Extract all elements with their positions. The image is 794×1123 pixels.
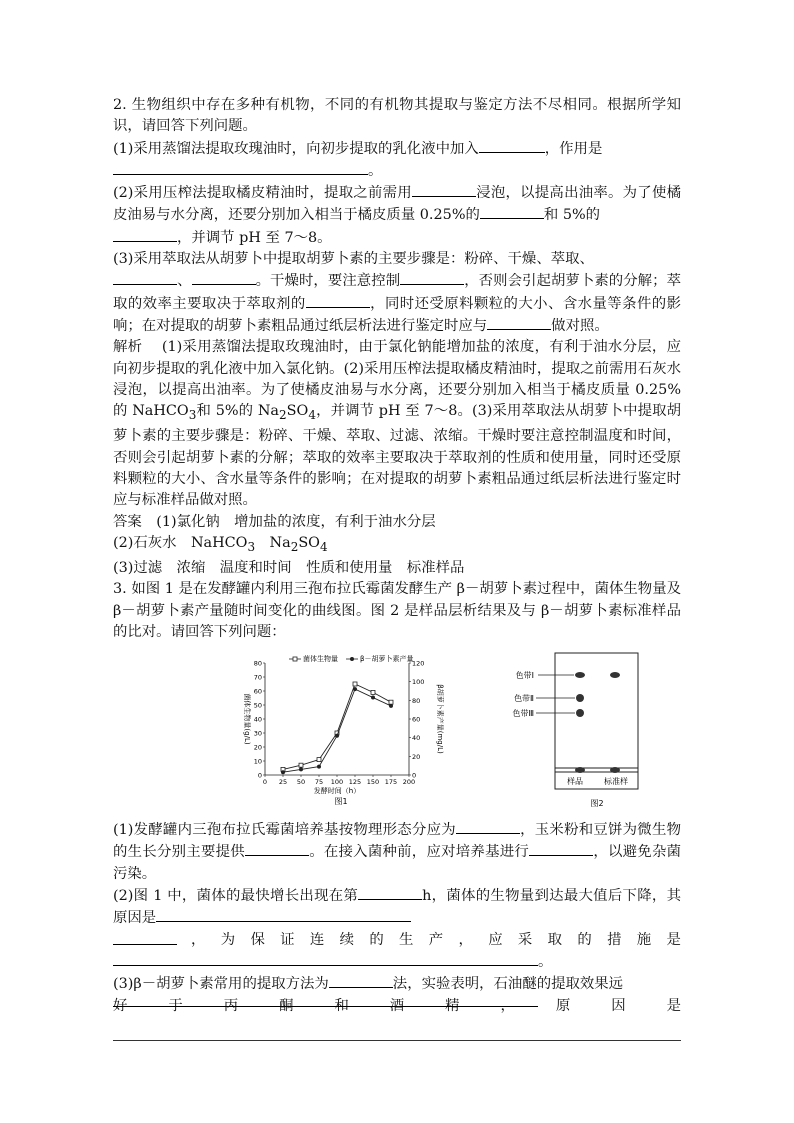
data-point-carotene: [299, 768, 303, 772]
band-2-label: 色带Ⅱ: [514, 694, 534, 704]
text: ，以避免杂菌污染。: [113, 844, 681, 882]
answer-blank[interactable]: [245, 841, 309, 856]
text: SO: [286, 403, 309, 420]
answer-line[interactable]: [113, 1006, 538, 1007]
band-3-label: 色带Ⅲ: [512, 709, 534, 719]
text: 做对照。: [551, 317, 609, 334]
spread-char: 的: [369, 931, 384, 948]
x-tick-label: 75: [314, 778, 324, 787]
legend-marker-carotene: [350, 657, 354, 661]
text: 和 5%的 Na: [196, 403, 280, 420]
spread-char: 取: [547, 931, 563, 948]
text: ，玉米粉和豆饼为微生物的生长分别主要提供: [113, 822, 681, 861]
y-tick-label-right: 40: [412, 734, 421, 743]
spread-char: 采: [517, 931, 533, 948]
q3-part1: [113, 819, 681, 885]
document-page: [113, 95, 681, 1017]
q2-intro: 2. 生物组织中存在多种有机物，不同的有机物其提取与鉴定方法不尽相同。根据所学知识，请回答下列问题。: [113, 97, 681, 135]
lane-standard-label: 标准样: [604, 777, 628, 787]
answer-blank[interactable]: [400, 270, 464, 285]
text: (2)采用压榨法提取橘皮精油时，提取之前需用: [113, 185, 412, 202]
q2-part3: [113, 249, 681, 337]
answer-blank[interactable]: [156, 907, 411, 922]
answer-blank[interactable]: [479, 138, 545, 153]
text: ，作用是: [544, 140, 603, 157]
text: SO: [298, 534, 320, 551]
text: h，菌体的生物量到达最大值后下降，其原因是: [113, 888, 681, 927]
text: 。: [368, 162, 383, 179]
x-tick-label: 175: [384, 778, 398, 787]
text: Na: [255, 534, 291, 551]
lane-sample-label: 样品: [567, 777, 583, 787]
q3-intro: 3. 如图 1 是在发酵罐内利用三孢布拉氏霉菌发酵生产 β－胡萝卜素过程中，菌体生物量及 β－胡萝卜素产量随时间变化的曲线图。图 2 是样品层析结果及与 β－胡萝卜素标准样品的比对。请回答下列问题：: [113, 581, 681, 640]
answer-blank[interactable]: [113, 160, 368, 175]
y-tick-label-left: 10: [253, 757, 262, 766]
y-tick-label-right: 120: [412, 659, 425, 668]
y-tick-label-right: 80: [412, 697, 421, 706]
spread-char: ，: [458, 931, 473, 948]
text: 、: [177, 273, 192, 290]
text: (3)采用萃取法从胡萝卜中提取胡萝卜素的主要步骤是：粉碎、干燥、萃取、: [113, 251, 594, 268]
x-tick-label: 50: [296, 778, 306, 787]
subscript: 2: [279, 408, 287, 423]
sample-band-1: [575, 672, 585, 678]
subscript: 2: [290, 539, 299, 554]
spread-char: 连: [309, 931, 325, 948]
figure-1-chart: [233, 649, 448, 807]
sample-band-3: [576, 709, 584, 717]
spread-char: 酒: [389, 997, 405, 1014]
answer-blank[interactable]: [192, 270, 256, 285]
spread-char: 生: [399, 931, 414, 948]
spread-text: [191, 930, 681, 951]
spread-char: 精: [445, 997, 460, 1014]
subscript: 3: [247, 539, 256, 554]
text: (3)β－胡萝卜素常用的提取方法为: [113, 976, 329, 993]
figure-2-chromatogram: [478, 651, 653, 809]
paper-strip: [555, 653, 638, 789]
answer-blank[interactable]: [529, 841, 593, 856]
chart-series: [281, 682, 393, 774]
text: 浸泡，以提高出油率。为了使橘皮油易与水分离，还要分别加入相当于橘皮质量 0.25%的: [113, 185, 681, 224]
answer-blank[interactable]: [487, 315, 551, 330]
answer-blank[interactable]: [358, 885, 422, 900]
text: 和 5%的: [543, 207, 601, 224]
y-axis-label-left: 菌体生物量(g/L): [243, 693, 251, 745]
spread-char: 原: [555, 997, 571, 1014]
y-tick-label-left: 40: [253, 715, 262, 724]
q3-part3: [113, 973, 681, 995]
data-point-carotene: [281, 770, 285, 774]
y-tick-label-left: 80: [253, 659, 262, 668]
x-axis-label: 发酵时间（h）: [313, 787, 361, 796]
figure-1-caption: 图1: [334, 797, 348, 807]
data-point-carotene: [335, 734, 339, 738]
text: ，并调节 pH 至 7～8。: [177, 229, 332, 246]
x-tick-label: 0: [262, 778, 268, 787]
legend-carotene: β－胡萝卜素产量: [360, 655, 414, 664]
text: 。干燥时，要注意控制: [255, 273, 401, 290]
spread-char: 为: [220, 931, 236, 948]
spread-char: 因: [611, 997, 626, 1014]
data-point-carotene: [317, 765, 321, 769]
spread-char: 和: [334, 997, 349, 1014]
spread-char: 续: [339, 931, 354, 948]
chart-legend: [289, 654, 413, 663]
subscript: 3: [188, 408, 197, 423]
answer-label: 答案: [113, 513, 142, 530]
x-tick-label: 25: [278, 778, 288, 787]
legend-biomass: 菌体生物量: [303, 655, 338, 664]
spread-char: 酮: [279, 997, 294, 1014]
figure-row: [113, 649, 681, 809]
page-footer-rule: [113, 1040, 681, 1041]
q3-part2-end: [113, 951, 681, 973]
data-point-biomass: [317, 758, 321, 762]
q2-analysis: [113, 337, 681, 511]
y-tick-label-right: 60: [412, 715, 421, 724]
x-tick-label: 125: [348, 778, 362, 787]
y-tick-label-left: 30: [253, 729, 262, 738]
data-point-biomass: [389, 700, 393, 704]
spread-char: 保: [250, 931, 265, 948]
y-tick-label-right: 0: [412, 771, 417, 780]
data-point-biomass: [299, 763, 303, 767]
spread-char: 应: [488, 931, 503, 948]
q2-part1: [113, 138, 681, 183]
y-tick-label-right: 100: [412, 678, 425, 687]
answer-blank[interactable]: [329, 973, 393, 988]
y-tick-label-left: 0: [257, 771, 262, 780]
data-point-carotene: [353, 687, 357, 691]
text: ，并调节 pH 至 7～8。(3)采用萃取法从胡萝卜中提取胡萝卜素的主要步骤是：粉碎、干燥、萃取、过滤、浓缩。干燥时要注意控制温度和时间，否则会引起胡萝卜素的分解；萃取的效率主要取决于萃取剂的性质和使用量，同时还受原料颗粒的大小、含水量等条件的影响；在对提取的胡萝卜素粗品通过纸层析法进行鉴定时应与标准样品做对照。: [113, 403, 681, 509]
standard-origin-spot: [610, 767, 620, 773]
q3-part2-spread-line: [113, 930, 681, 951]
text: ，否则会引起胡萝卜素的分解；萃取的效率主要取决于萃取剂的: [113, 273, 681, 312]
q2-part2: [113, 182, 681, 249]
sample-band-2: [576, 694, 584, 702]
q2-answer-3: (3)过滤 浓缩 温度和时间 性质和使用量 标准样品: [113, 559, 465, 576]
standard-band-1: [610, 672, 620, 678]
text: (2)石灰水 NaHCO: [113, 534, 248, 551]
spread-char: 是: [666, 931, 681, 948]
text: 。: [538, 953, 553, 970]
q2-answer-2: [113, 533, 681, 558]
legend-marker-biomass: [293, 657, 297, 661]
answer-blank[interactable]: [113, 270, 177, 285]
spread-char: 好: [113, 997, 128, 1014]
subscript: 4: [308, 408, 316, 423]
figure-2-caption: 图2: [590, 799, 604, 809]
text: (1)氯化钠 增加盐的浓度，有利于油水分层: [156, 513, 436, 530]
y-tick-label-left: 20: [253, 743, 262, 752]
spread-char: 是: [666, 997, 681, 1014]
data-point-carotene: [389, 704, 393, 708]
text: 法，实验表明，石油醚的提取效果远: [392, 976, 624, 993]
spread-char: 施: [636, 931, 652, 948]
band-1-label: 色带Ⅰ: [515, 671, 534, 681]
q3-part2: [113, 885, 681, 930]
data-point-carotene: [371, 696, 375, 700]
x-tick-label: 200: [402, 778, 416, 787]
spread-char: ，: [500, 997, 515, 1014]
sample-origin-spot: [575, 767, 585, 773]
spread-char: 措: [607, 931, 622, 948]
spread-char: 证: [280, 931, 295, 948]
spread-char: 丙: [223, 997, 239, 1014]
x-tick-label: 100: [330, 778, 344, 787]
text: (1)发酵罐内三孢布拉氏霉菌培养基按物理形态分应为: [113, 822, 456, 839]
text: (2)图 1 中，菌体的最快增长出现在第: [113, 888, 359, 905]
answer-blank[interactable]: [412, 182, 476, 197]
answer-blank[interactable]: [306, 293, 370, 308]
data-point-biomass: [371, 691, 375, 695]
spread-char: 于: [168, 997, 183, 1014]
spread-char: ，: [191, 931, 206, 948]
text: (1)采用蒸馏法提取玫瑰油时，由于氯化钠能增加盐的浓度，有利于油水分层，应向初步提取的乳化液中加入氯化钠。(2)采用压榨法提取橘皮精油时，提取之前需用石灰水浸泡，以提高出油率。为了使橘皮油易与水分离，还要分别加入相当于橘皮质量 0.25%的 NaHCO: [113, 339, 681, 420]
spread-char: 的: [577, 931, 592, 948]
data-point-biomass: [353, 682, 357, 686]
y-tick-label-right: 20: [412, 753, 421, 762]
y-tick-label-left: 50: [253, 701, 262, 710]
x-tick-label: 150: [366, 778, 380, 787]
q2-answer-1: [113, 512, 681, 533]
answer-blank[interactable]: [113, 951, 538, 966]
text: (1)采用蒸馏法提取玫瑰油时，向初步提取的乳化液中加入: [113, 140, 479, 157]
answer-blank[interactable]: [113, 930, 177, 945]
y-tick-label-left: 70: [253, 673, 262, 682]
subscript: 4: [319, 539, 328, 554]
y-axis-label-right: β胡萝卜素产量(mg/L): [436, 684, 444, 754]
spread-char: 产: [428, 931, 444, 948]
text: ，同时还受原料颗粒的大小、含水量等条件的影响；在对提取的胡萝卜素粗品通过纸层析法进行鉴定时应与: [113, 295, 681, 334]
answer-blank[interactable]: [113, 227, 177, 242]
y-tick-label-left: 60: [253, 687, 262, 696]
text: 。在接入菌种前，应对培养基进行: [308, 844, 530, 861]
answer-blank[interactable]: [456, 819, 520, 834]
analysis-label: 解析: [113, 339, 143, 356]
answer-blank[interactable]: [480, 204, 544, 219]
chart-axes: [243, 660, 445, 796]
